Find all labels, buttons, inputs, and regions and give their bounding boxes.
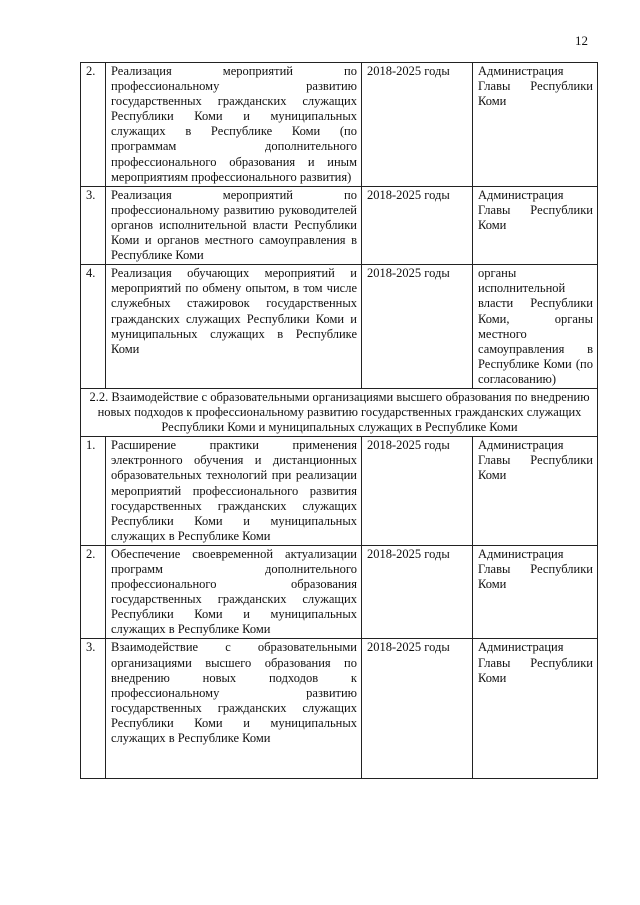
row-period: 2018-2025 годы xyxy=(362,186,473,264)
section-title: 2.2. Взаимодействие с образовательными организациями высшего образования по внедрению новых подходов к профессиональному развитию государственных гражданских служащих Республики Коми и муниципальных служащих в Республике Коми xyxy=(81,388,598,436)
table-row xyxy=(81,265,598,389)
table-row xyxy=(81,437,598,546)
row-period: 2018-2025 годы xyxy=(362,545,473,639)
row-number: 4. xyxy=(81,265,106,389)
table-row xyxy=(81,63,598,187)
row-period: 2018-2025 годы xyxy=(362,63,473,187)
table-row xyxy=(81,186,598,264)
row-responsible: Администрация Главы Республики Коми xyxy=(473,437,598,546)
measures-table xyxy=(80,62,598,779)
row-period: 2018-2025 годы xyxy=(362,437,473,546)
row-description: Реализация обучающих мероприятий и мероприятий по обмену опытом, в том числе служебных стажировок государственных гражданских служащих Республики Коми и муниципальных служащих в Республике Коми xyxy=(106,265,362,389)
section-header-row xyxy=(81,388,598,436)
row-responsible: Администрация Главы Республики Коми xyxy=(473,545,598,639)
row-responsible: органы исполнительной власти Республики Коми, органы местного самоуправления в Республике Коми (по согласованию) xyxy=(473,265,598,389)
page-number: 12 xyxy=(575,33,588,48)
row-number: 3. xyxy=(81,186,106,264)
row-number: 2. xyxy=(81,63,106,187)
row-responsible: Администрация Главы Республики Коми xyxy=(473,639,598,779)
row-period: 2018-2025 годы xyxy=(362,639,473,779)
table-row xyxy=(81,639,598,779)
row-responsible: Администрация Главы Республики Коми xyxy=(473,186,598,264)
row-description: Обеспечение своевременной актуализации программ дополнительного профессионального образования государственных гражданских служащих Республики Коми и муниципальных служащих в Республике Коми xyxy=(106,545,362,639)
row-description: Реализация мероприятий по профессиональному развитию руководителей органов исполнительной власти Республики Коми и органов местного самоуправления в Республике Коми xyxy=(106,186,362,264)
row-description: Взаимодействие с образовательными организациями высшего образования по внедрению новых подходов к профессиональному развитию государственных гражданских служащих Республики Коми и муниципальных служащих в Республике Коми xyxy=(106,639,362,779)
row-period: 2018-2025 годы xyxy=(362,265,473,389)
row-description: Расширение практики применения электронного обучения и дистанционных образовательных технологий при реализации мероприятий профессионального развития государственных гражданских служащих Республики Коми и муниципальных служащих в Республике Коми xyxy=(106,437,362,546)
row-description: Реализация мероприятий по профессиональному развитию государственных гражданских служащих Республики Коми и муниципальных служащих в Республике Коми (по программам дополнительного профессионального образования и иным мероприятиям профессионального развития) xyxy=(106,63,362,187)
row-number: 3. xyxy=(81,639,106,779)
table-row xyxy=(81,545,598,639)
row-number: 2. xyxy=(81,545,106,639)
row-responsible: Администрация Главы Республики Коми xyxy=(473,63,598,187)
row-number: 1. xyxy=(81,437,106,546)
